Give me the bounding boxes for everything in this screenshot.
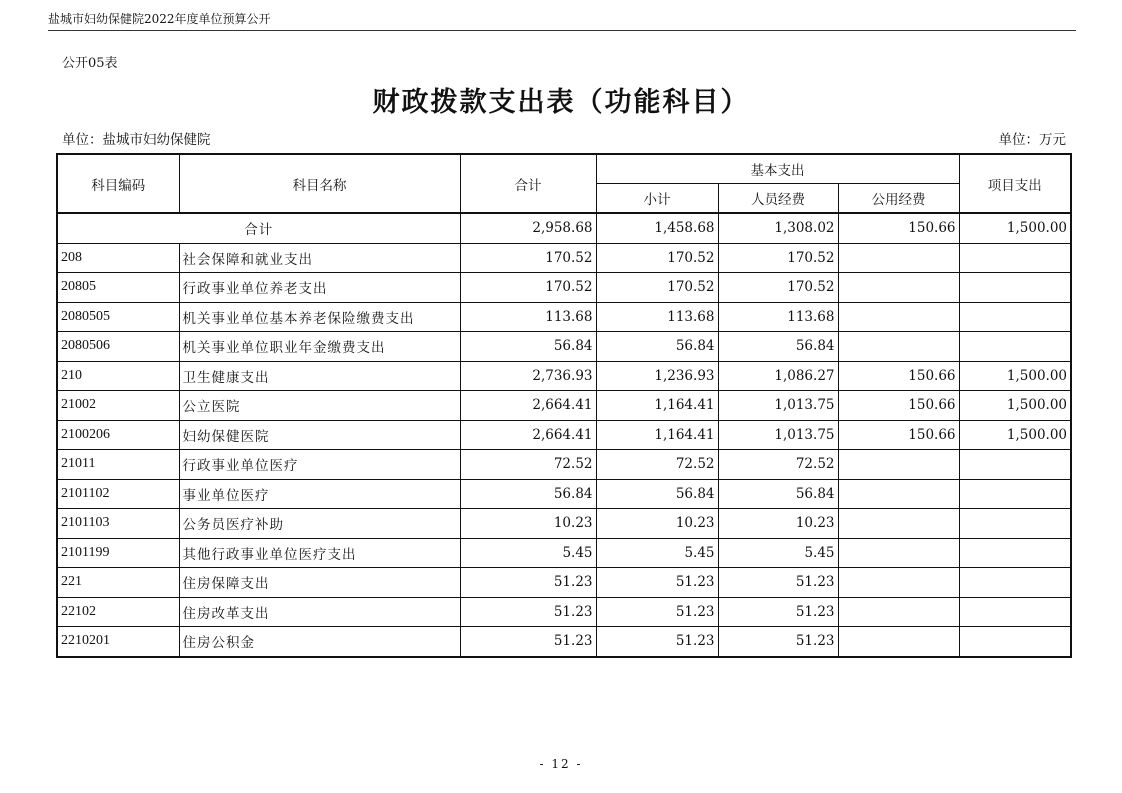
cell-personnel: 1,086.27 (718, 361, 838, 391)
cell-name: 公立医院 (179, 391, 460, 421)
header-public: 公用经费 (838, 184, 959, 214)
cell-code: 208 (57, 243, 179, 273)
cell-subtotal: 72.52 (596, 450, 718, 480)
cell-subtotal: 51.23 (596, 568, 718, 598)
cell-total: 2,664.41 (460, 420, 596, 450)
cell-name: 卫生健康支出 (179, 361, 460, 391)
cell-code: 2080506 (57, 332, 179, 362)
table-row (57, 243, 1071, 273)
cell-name: 其他行政事业单位医疗支出 (179, 538, 460, 568)
total-label: 合计 (57, 213, 460, 243)
cell-code: 2210201 (57, 627, 179, 657)
cell-total: 51.23 (460, 568, 596, 598)
cell-public: 150.66 (838, 391, 959, 421)
header-subtotal: 小计 (596, 184, 718, 214)
cell-project (959, 302, 1071, 332)
cell-project: 1,500.00 (959, 420, 1071, 450)
cell-code: 20805 (57, 273, 179, 303)
cell-code: 2100206 (57, 420, 179, 450)
header-personnel: 人员经费 (718, 184, 838, 214)
cell-name: 住房改革支出 (179, 597, 460, 627)
table-body (57, 213, 1071, 657)
cell-personnel: 56.84 (718, 332, 838, 362)
cell-name: 行政事业单位医疗 (179, 450, 460, 480)
cell-project (959, 538, 1071, 568)
currency-label: 单位：万元 (998, 132, 1066, 148)
cell-public (838, 302, 959, 332)
table-row (57, 627, 1071, 657)
unit-label: 单位：盐城市妇幼保健院 (62, 132, 211, 148)
cell-subtotal: 170.52 (596, 273, 718, 303)
cell-personnel: 170.52 (718, 243, 838, 273)
cell-public (838, 479, 959, 509)
table-row (57, 332, 1071, 362)
header-name: 科目名称 (179, 154, 460, 213)
header-basic: 基本支出 (596, 154, 959, 184)
cell-total: 2,664.41 (460, 391, 596, 421)
cell-subtotal: 51.23 (596, 627, 718, 657)
cell-total: 10.23 (460, 509, 596, 539)
total-personnel: 1,308.02 (718, 213, 838, 243)
cell-public: 150.66 (838, 361, 959, 391)
cell-personnel: 5.45 (718, 538, 838, 568)
cell-subtotal: 1,164.41 (596, 391, 718, 421)
cell-personnel: 72.52 (718, 450, 838, 480)
cell-personnel: 56.84 (718, 479, 838, 509)
cell-subtotal: 1,236.93 (596, 361, 718, 391)
form-code: 公开05表 (62, 56, 118, 71)
cell-total: 72.52 (460, 450, 596, 480)
cell-project (959, 273, 1071, 303)
cell-code: 2101103 (57, 509, 179, 539)
cell-name: 住房公积金 (179, 627, 460, 657)
cell-project (959, 479, 1071, 509)
cell-public (838, 273, 959, 303)
cell-public (838, 538, 959, 568)
cell-personnel: 51.23 (718, 627, 838, 657)
cell-subtotal: 1,164.41 (596, 420, 718, 450)
table-row (57, 597, 1071, 627)
table-row (57, 361, 1071, 391)
header-project: 项目支出 (959, 154, 1071, 213)
cell-name: 住房保障支出 (179, 568, 460, 598)
cell-project (959, 627, 1071, 657)
table-row (57, 509, 1071, 539)
cell-total: 113.68 (460, 302, 596, 332)
cell-total: 51.23 (460, 597, 596, 627)
cell-public (838, 243, 959, 273)
cell-project: 1,500.00 (959, 361, 1071, 391)
table-row (57, 538, 1071, 568)
cell-name: 事业单位医疗 (179, 479, 460, 509)
page-number: - 12 - (539, 757, 583, 771)
cell-code: 210 (57, 361, 179, 391)
cell-project (959, 597, 1071, 627)
cell-public (838, 568, 959, 598)
cell-personnel: 113.68 (718, 302, 838, 332)
cell-subtotal: 10.23 (596, 509, 718, 539)
header-rule (48, 30, 1076, 31)
table-row (57, 302, 1071, 332)
table-row (57, 391, 1071, 421)
page-title: 财政拨款支出表（功能科目） (372, 87, 750, 118)
cell-subtotal: 113.68 (596, 302, 718, 332)
cell-subtotal: 170.52 (596, 243, 718, 273)
cell-personnel: 10.23 (718, 509, 838, 539)
total-subtotal: 1,458.68 (596, 213, 718, 243)
cell-total: 51.23 (460, 627, 596, 657)
cell-name: 妇幼保健医院 (179, 420, 460, 450)
cell-public (838, 450, 959, 480)
cell-public: 150.66 (838, 420, 959, 450)
total-public: 150.66 (838, 213, 959, 243)
cell-total: 56.84 (460, 479, 596, 509)
cell-code: 2101199 (57, 538, 179, 568)
cell-personnel: 170.52 (718, 273, 838, 303)
cell-public (838, 332, 959, 362)
total-project: 1,500.00 (959, 213, 1071, 243)
cell-code: 2101102 (57, 479, 179, 509)
cell-code: 21002 (57, 391, 179, 421)
cell-name: 机关事业单位职业年金缴费支出 (179, 332, 460, 362)
table-row (57, 273, 1071, 303)
cell-project (959, 509, 1071, 539)
cell-personnel: 51.23 (718, 597, 838, 627)
cell-public (838, 597, 959, 627)
running-header: 盐城市妇幼保健院2022年度单位预算公开 (48, 12, 271, 26)
cell-project (959, 243, 1071, 273)
cell-name: 机关事业单位基本养老保险缴费支出 (179, 302, 460, 332)
total-total: 2,958.68 (460, 213, 596, 243)
budget-table (56, 153, 1072, 658)
cell-code: 221 (57, 568, 179, 598)
table-row (57, 479, 1071, 509)
cell-subtotal: 51.23 (596, 597, 718, 627)
cell-subtotal: 56.84 (596, 332, 718, 362)
cell-code: 22102 (57, 597, 179, 627)
total-row (57, 213, 1071, 243)
cell-total: 170.52 (460, 243, 596, 273)
cell-name: 社会保障和就业支出 (179, 243, 460, 273)
cell-total: 56.84 (460, 332, 596, 362)
cell-project: 1,500.00 (959, 391, 1071, 421)
table-row (57, 450, 1071, 480)
cell-total: 170.52 (460, 273, 596, 303)
cell-code: 2080505 (57, 302, 179, 332)
cell-public (838, 509, 959, 539)
cell-name: 行政事业单位养老支出 (179, 273, 460, 303)
table-row (57, 568, 1071, 598)
cell-total: 2,736.93 (460, 361, 596, 391)
cell-name: 公务员医疗补助 (179, 509, 460, 539)
cell-total: 5.45 (460, 538, 596, 568)
cell-public (838, 627, 959, 657)
table-header (57, 154, 1071, 213)
header-code: 科目编码 (57, 154, 179, 213)
cell-project (959, 332, 1071, 362)
cell-project (959, 568, 1071, 598)
header-total: 合计 (460, 154, 596, 213)
cell-code: 21011 (57, 450, 179, 480)
cell-personnel: 1,013.75 (718, 420, 838, 450)
cell-personnel: 51.23 (718, 568, 838, 598)
cell-subtotal: 56.84 (596, 479, 718, 509)
table-row (57, 420, 1071, 450)
cell-project (959, 450, 1071, 480)
cell-personnel: 1,013.75 (718, 391, 838, 421)
cell-subtotal: 5.45 (596, 538, 718, 568)
